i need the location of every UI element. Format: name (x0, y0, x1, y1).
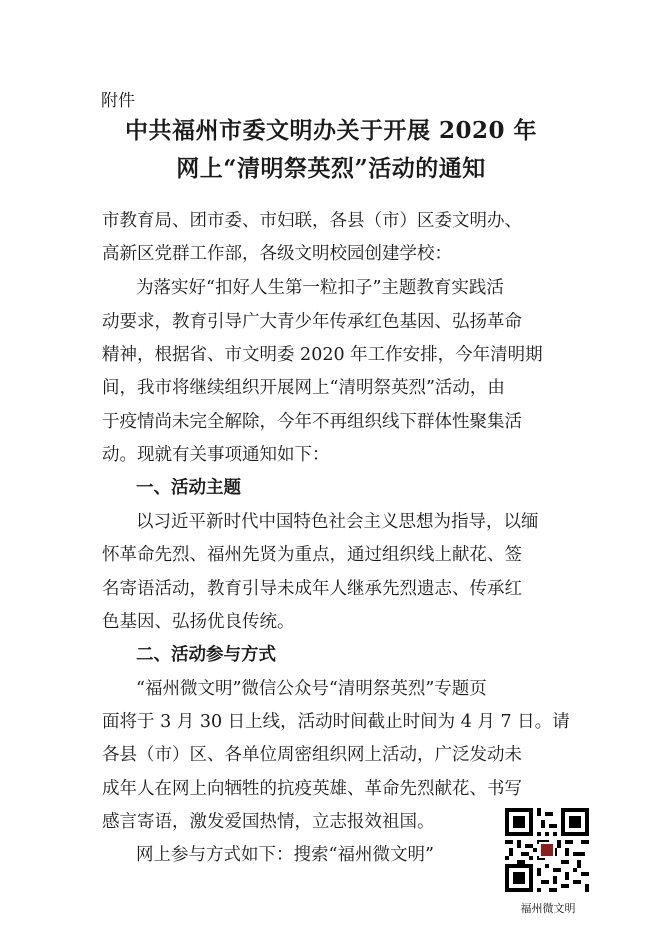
section-2-line: “福州微文明”微信公众号“清明祭英烈”专题页 (136, 679, 487, 699)
page-title-line-1: 中共福州市委文明办关于开展 2020 年 (124, 117, 538, 144)
intro-line: 于疫情尚未完全解除，今年不再组织线下群体性聚集活 (102, 412, 522, 432)
intro-line: 动。现就有关事项通知如下： (102, 445, 330, 465)
section-1-line: 色基因、弘扬优良传统。 (102, 612, 295, 632)
section-2-line: 感言寄语，激发爱国热情，立志报效祖国。 (102, 812, 435, 832)
addressee-line-2: 高新区党群工作部，各级文明校园创建学校： (102, 244, 452, 264)
intro-line: 动要求，教育引导广大青少年传承红色基因、弘扬革命 (102, 312, 522, 332)
page-title-line-2: 网上“清明祭英烈”活动的通知 (176, 155, 486, 182)
intro-line: 间，我市将继续组织开展网上“清明祭英烈”活动，由 (102, 378, 505, 398)
qr-code-icon (505, 808, 589, 892)
section-1-heading: 一、活动主题 (136, 478, 241, 498)
section-2-heading: 二、活动参与方式 (136, 645, 276, 665)
section-1-line: 怀革命先烈、福州先贤为重点，通过组织线上献花、签 (102, 545, 522, 565)
participation-line: 网上参与方式如下：搜索“福州微文明” (136, 845, 434, 865)
intro-line: 精神，根据省、市文明委 2020 年工作安排，今年清明期 (102, 345, 543, 365)
addressee-line-1: 市教育局、团市委、市妇联，各县（市）区委文明办、 (102, 211, 522, 231)
intro-line: 为落实好“扣好人生第一粒扣子”主题教育实践活 (136, 278, 504, 298)
section-2-line: 各县（市）区、各单位周密组织网上活动，广泛发动未 (102, 745, 522, 765)
section-2-line: 面将于 3 月 30 日上线，活动时间截止时间为 4 月 7 日。请 (102, 712, 570, 732)
attachment-label: 附件 (101, 91, 135, 111)
section-1-line: 以习近平新时代中国特色社会主义思想为指导，以缅 (136, 512, 539, 532)
qr-code-label: 福州微文明 (520, 902, 576, 915)
section-1-line: 名寄语活动，教育引导未成年人继承先烈遗志、传承红 (102, 579, 522, 599)
section-2-line: 成年人在网上向牺牲的抗疫英雄、革命先烈献花、书写 (102, 779, 522, 799)
